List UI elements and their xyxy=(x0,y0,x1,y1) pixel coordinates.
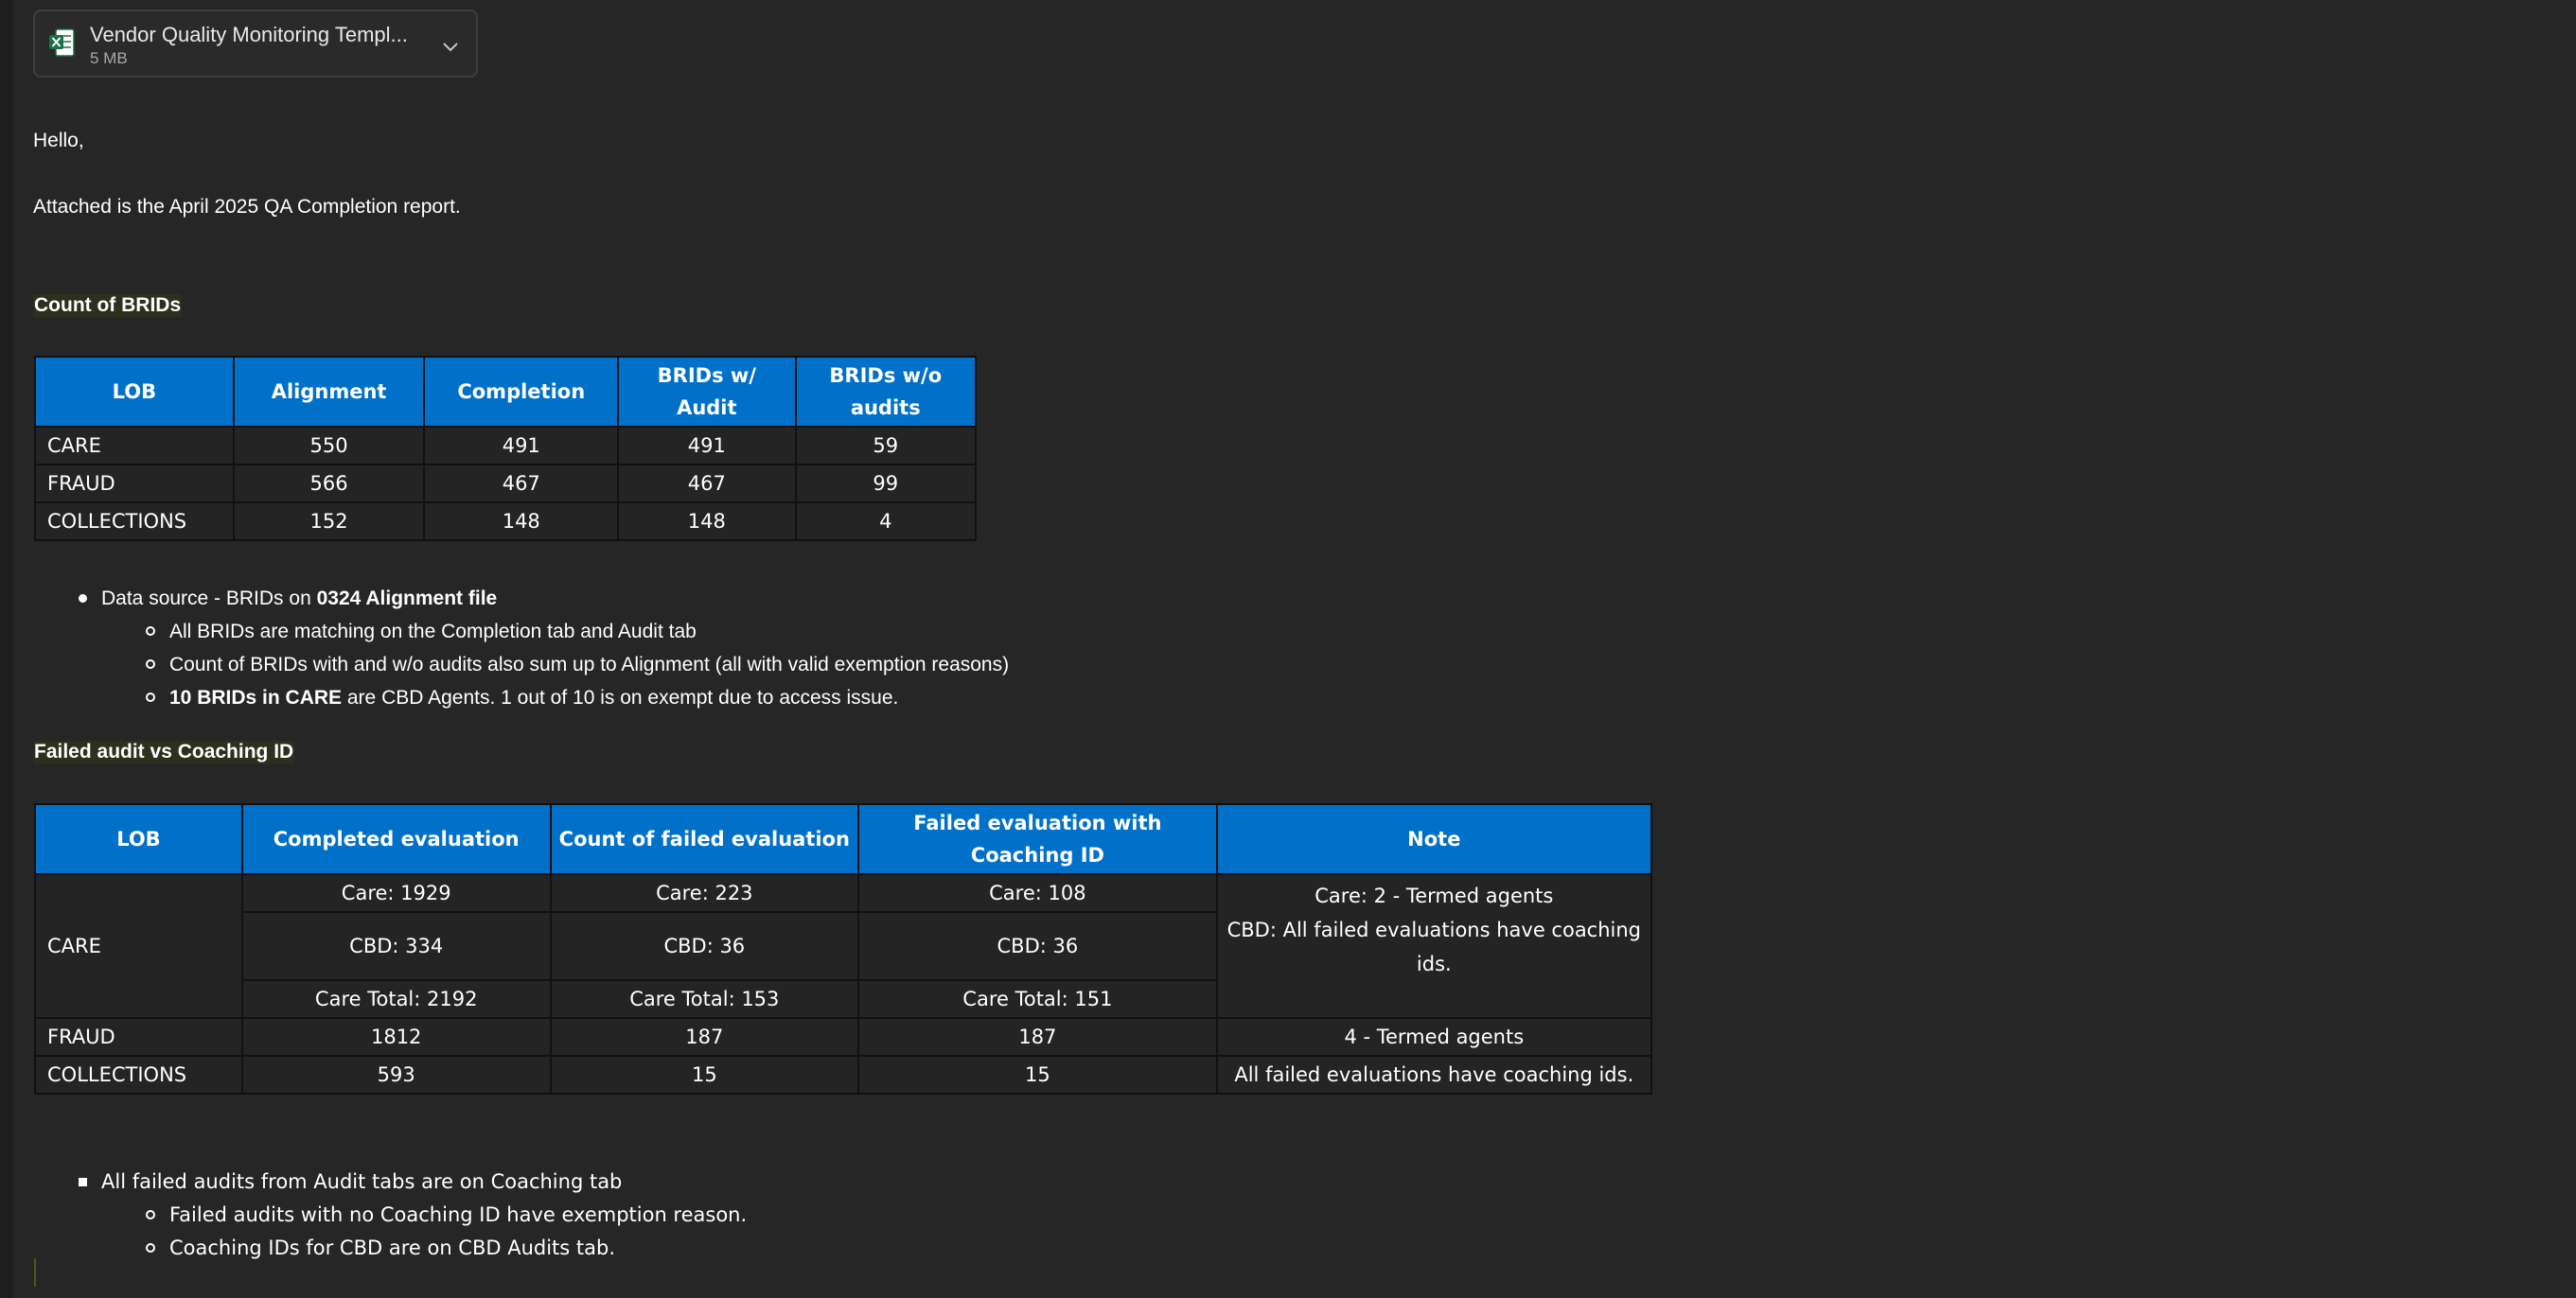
table-cell: 566 xyxy=(234,465,425,502)
bullet-text: All BRIDs are matching on the Completion tab and Audit tab xyxy=(169,621,697,642)
table-row xyxy=(35,502,976,540)
note-line: CBD: All failed evaluations have coaching ids. xyxy=(1226,919,1642,975)
list-item xyxy=(33,1199,747,1232)
bullet-text: All failed audits from Audit tabs are on Coaching tab xyxy=(101,1170,623,1193)
greeting-text: Hello, xyxy=(33,130,84,151)
table-cell: FRAUD xyxy=(35,465,234,502)
bullet-text: Data source - BRIDs on xyxy=(101,588,317,609)
column-header: Completed evaluation xyxy=(242,804,551,874)
table-cell: 15 xyxy=(551,1056,859,1094)
column-header: BRIDs w/o audits xyxy=(796,357,976,427)
table-cell: 152 xyxy=(234,502,425,540)
table-cell: 491 xyxy=(424,427,618,465)
bullet-text: are CBD Agents. 1 out of 10 is on exempt due to access issue. xyxy=(342,687,899,709)
table-cell: Care Total: 151 xyxy=(858,980,1217,1018)
table-cell: 550 xyxy=(234,427,425,465)
table-cell: 59 xyxy=(796,427,976,465)
column-header: LOB xyxy=(35,357,234,427)
column-header: Note xyxy=(1217,804,1651,874)
table-row xyxy=(35,1056,1651,1094)
bullet-circle-icon xyxy=(146,1210,155,1219)
list-item xyxy=(33,615,1009,648)
table-cell: 593 xyxy=(242,1056,551,1094)
attachment-file-name[interactable]: Vendor Quality Monitoring Templ... xyxy=(90,23,408,46)
column-header: BRIDs w/ Audit xyxy=(618,357,795,427)
table-cell: CARE xyxy=(35,874,242,1018)
table-cell: FRAUD xyxy=(35,1018,242,1056)
column-header: Completion xyxy=(424,357,618,427)
table-cell: 1812 xyxy=(242,1018,551,1056)
table-row xyxy=(35,465,976,502)
note-line: Care: 2 - Termed agents xyxy=(1314,885,1554,907)
list-item xyxy=(33,681,1009,714)
table-header-row xyxy=(35,357,976,427)
list-item xyxy=(33,582,1009,615)
table-cell: 15 xyxy=(858,1056,1217,1094)
column-header: Count of failed evaluation xyxy=(551,804,859,874)
attachment-file-size: 5 MB xyxy=(90,49,128,67)
table-cell: 187 xyxy=(858,1018,1217,1056)
table-cell: Care: 223 xyxy=(551,874,859,912)
table-cell: CARE xyxy=(35,427,234,465)
table-cell: Care Total: 2192 xyxy=(242,980,551,1018)
intro-text: Attached is the April 2025 QA Completion report. xyxy=(33,196,461,218)
excel-file-icon xyxy=(48,28,75,57)
table-cell: All failed evaluations have coaching ids. xyxy=(1217,1056,1651,1094)
table-cell: 148 xyxy=(424,502,618,540)
bullet-text: Coaching IDs for CBD are on CBD Audits tab. xyxy=(169,1237,616,1259)
table-cell: COLLECTIONS xyxy=(35,502,234,540)
list-item xyxy=(33,1166,747,1199)
column-header: Failed evaluation with Coaching ID xyxy=(858,804,1217,874)
table-cell-note xyxy=(1217,874,1651,1018)
table-cell: Care Total: 153 xyxy=(551,980,859,1018)
table-row xyxy=(35,874,1651,912)
brids-count-table xyxy=(34,356,977,541)
bullet-square-icon xyxy=(79,1178,87,1186)
column-header: LOB xyxy=(35,804,242,874)
table-cell: 4 xyxy=(796,502,976,540)
section-heading-count-of-brids: Count of BRIDs xyxy=(34,294,182,316)
list-item xyxy=(33,648,1009,681)
table-cell: 99 xyxy=(796,465,976,502)
table-cell: 187 xyxy=(551,1018,859,1056)
list-item xyxy=(33,1232,747,1265)
table-cell: COLLECTIONS xyxy=(35,1056,242,1094)
table-cell: 491 xyxy=(618,427,795,465)
table-row xyxy=(35,427,976,465)
bullet-circle-icon xyxy=(146,626,155,636)
table-cell: Care: 1929 xyxy=(242,874,551,912)
table-cell: 467 xyxy=(424,465,618,502)
table-cell: CBD: 36 xyxy=(858,912,1217,980)
bullet-text: Failed audits with no Coaching ID have exemption reason. xyxy=(169,1203,748,1226)
bullet-circle-icon xyxy=(146,693,155,702)
table-cell: CBD: 334 xyxy=(242,912,551,980)
table-cell: 4 - Termed agents xyxy=(1217,1018,1651,1056)
left-edge-strip xyxy=(0,0,13,1298)
failed-audit-table xyxy=(34,803,1652,1095)
table-cell: 148 xyxy=(618,502,795,540)
bullet-circle-icon xyxy=(146,659,155,669)
bullet-dot-icon xyxy=(79,594,87,603)
column-header: Alignment xyxy=(234,357,425,427)
table-header-row xyxy=(35,804,1651,874)
table-cell: 467 xyxy=(618,465,795,502)
table-row xyxy=(35,1018,1651,1056)
bullet-circle-icon xyxy=(146,1243,155,1253)
table-cell: CBD: 36 xyxy=(551,912,859,980)
bullet-text: Count of BRIDs with and w/o audits also sum up to Alignment (all with valid exemption reasons) xyxy=(169,654,1010,675)
section1-bullet-list xyxy=(33,582,1009,714)
bullet-bold-text: 0324 Alignment file xyxy=(316,588,498,609)
attachment-card[interactable] xyxy=(33,9,478,78)
table-cell: Care: 108 xyxy=(858,874,1217,912)
text-cursor[interactable] xyxy=(34,1258,36,1287)
section-heading-failed-audit: Failed audit vs Coaching ID xyxy=(34,741,294,763)
section2-bullet-list xyxy=(33,1166,747,1265)
chevron-down-icon[interactable] xyxy=(440,36,461,57)
bullet-bold-text: 10 BRIDs in CARE xyxy=(169,687,343,709)
